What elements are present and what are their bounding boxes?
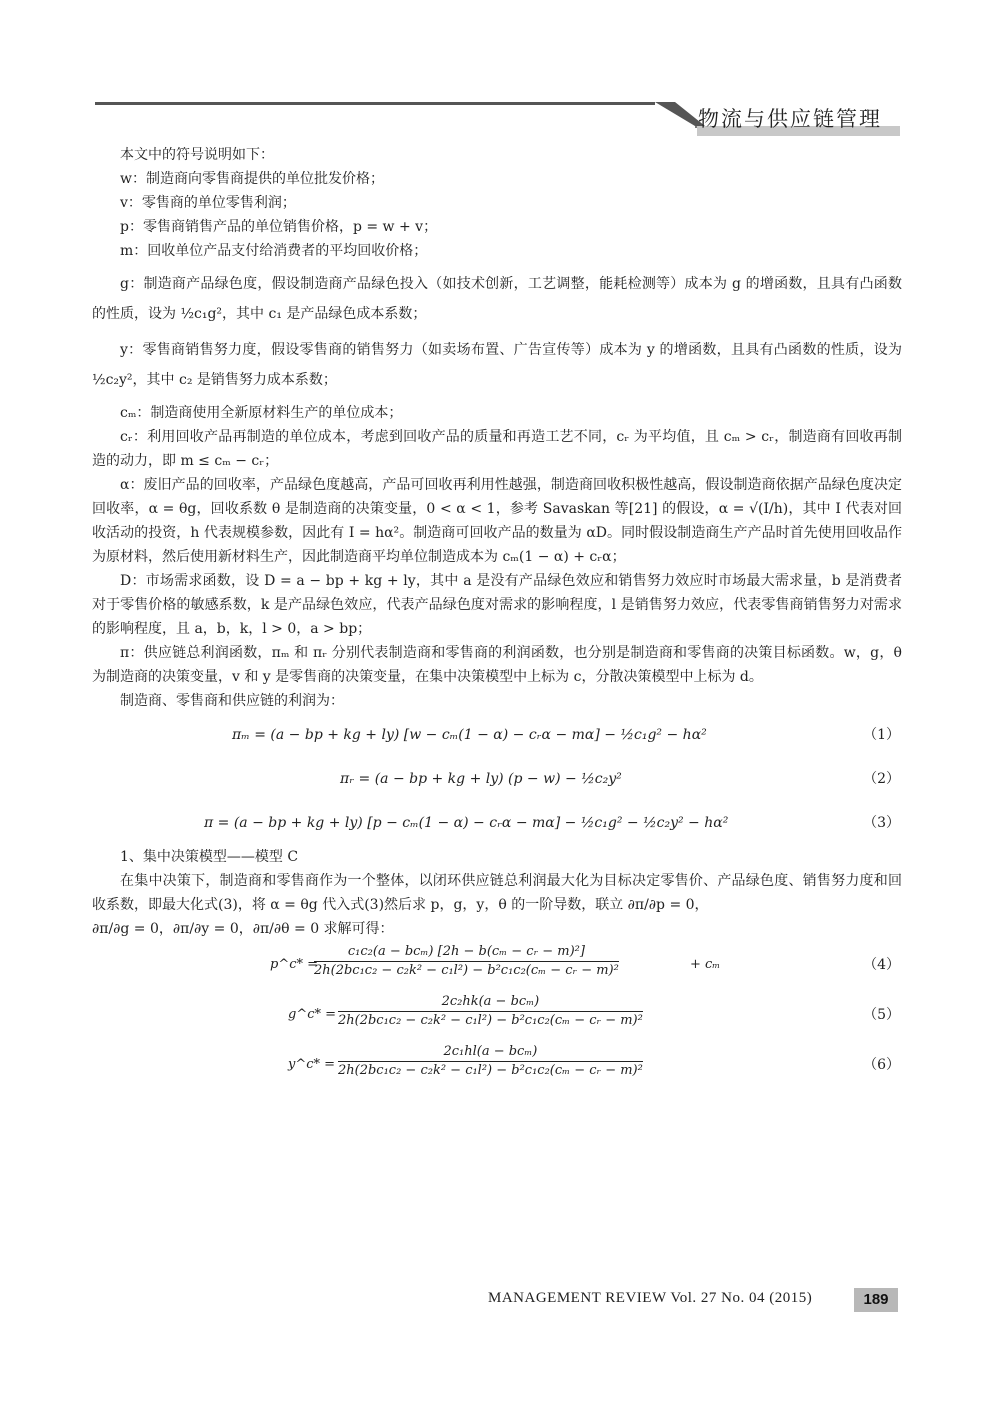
section-heading: 1、集中决策模型——模型 C (120, 849, 299, 865)
page-footer (488, 1288, 898, 1312)
solution-lhs: p^c* = (270, 957, 319, 972)
profit-intro: 制造商、零售商和供应链的利润为： (120, 693, 344, 709)
equation-expr: πₘ = (a − bp + kg + ly) [w − cₘ(1 − α) − cᵣα − mα] − ½c₁g² − hα² (232, 727, 707, 743)
solution-denominator: 2h(2bc₁c₂ − c₂k² − c₁l²) − b²c₁c₂(cₘ − cᵣ − m)² (338, 1013, 643, 1028)
symbol-v: v：零售商的单位零售利润； (120, 195, 296, 211)
solution-numerator: c₁c₂(a − bcₘ) [2h − b(cₘ − cᵣ − m)²] (314, 943, 619, 962)
solution-fraction (338, 1043, 643, 1080)
solution-numerator: 2c₂hk(a − bcₘ) (338, 993, 643, 1012)
solution-4 (92, 941, 902, 983)
solution-5 (92, 991, 902, 1033)
symbol-y: y：零售商销售努力度，假设零售商的销售努力（如卖场布置、广告宣传等）成本为 y 的增函数，且具有凸函数的性质，设为 ½c₂y²，其中 c₂ 是销售努力成本系数； (92, 342, 902, 388)
equation-number: （6） (863, 1057, 900, 1073)
solution-tail: + cₘ (690, 957, 721, 972)
solution-lhs: y^c* = (288, 1057, 336, 1072)
equation-1 (92, 713, 902, 757)
symbol-D: D：市场需求函数，设 D = a − bp + kg + ly，其中 a 是没有产品绿色效应和销售努力效应时市场最大需求量，b 是消费者对于零售价格的敏感系数，k 是产品绿色效应，代表产品绿色度对需求的影响程度，l 是销售努力效应，代表零售商销售努力对需求的影响程度，且 a，b，k，l > 0，a > bp； (92, 573, 902, 637)
model-c-text: 在集中决策下，制造商和零售商作为一个整体，以闭环供应链总利润最大化为目标决定零售价、产品绿色度、销售努力度和回收系数，即最大化式(3)，将 α = θg 代入式(3)然后求 p，g，y，θ 的一阶导数，联立 ∂π/∂p = 0， (92, 873, 902, 913)
equation-expr: πᵣ = (a − bp + kg + ly) (p − w) − ½c₂y² (340, 771, 622, 787)
paragraph-intro: 本文中的符号说明如下： (120, 147, 274, 163)
equation-3 (92, 801, 902, 845)
equation-expr: π = (a − bp + kg + ly) [p − cₘ(1 − α) − cᵣα − mα] − ½c₁g² − ½c₂y² − hα² (204, 815, 729, 831)
symbol-m: m：回收单位产品支付给消费者的平均回收价格； (120, 243, 428, 259)
page-number: 189 (854, 1288, 898, 1312)
model-c-conditions: ∂π/∂g = 0，∂π/∂y = 0，∂π/∂θ = 0 求解可得： (92, 921, 394, 937)
solution-6 (92, 1041, 902, 1083)
symbol-cm: cₘ：制造商使用全新原材料生产的单位成本； (120, 405, 403, 421)
equation-number: （2） (863, 771, 900, 787)
symbol-cr: cᵣ：利用回收产品再制造的单位成本，考虑到回收产品的质量和再造工艺不同，cᵣ 为平均值，且 cₘ > cᵣ，制造商有回收再制造的动力，即 m ≤ cₘ − cᵣ； (92, 429, 902, 469)
symbol-p: p：零售商销售产品的单位销售价格，p = w + v； (120, 219, 438, 235)
solution-fraction (338, 993, 643, 1030)
equation-number: （1） (863, 727, 900, 743)
symbol-alpha: α：废旧产品的回收率，产品绿色度越高，产品可回收再利用性越强，制造商回收积极性越高，假设制造商依据产品绿色度决定回收率，α = θg，回收系数 θ 是制造商的决策变量，0 < α < 1，参考 Savaskan 等[21] 的假设，α = √(I/h)，其中 I 代表对回收活动的投资，h 代表规模参数，因此有 I = hα²。制造商可回收产品的数量为 αD。同时假设制造商生产产品时首先使用回收品作为原材料，然后使用新材料生产，因此制造商平均单位制造成本为 cₘ(1 − α) + cᵣα； (92, 477, 902, 565)
solution-denominator: 2h(2bc₁c₂ − c₂k² − c₁l²) − b²c₁c₂(cₘ − cᵣ − m)² (338, 1063, 643, 1078)
symbol-pi: π：供应链总利润函数，πₘ 和 πᵣ 分别代表制造商和零售商的利润函数，也分别是制造商和零售商的决策目标函数。w，g，θ 为制造商的决策变量，v 和 y 是零售商的决策变量，在集中决策模型中上标为 c，分散决策模型中上标为 d。 (92, 645, 902, 685)
equation-number: （5） (863, 1007, 900, 1023)
equation-number: （3） (863, 815, 900, 831)
solution-fraction (314, 943, 619, 980)
symbol-w: w：制造商向零售商提供的单位批发价格； (120, 171, 384, 187)
symbol-g: g：制造商产品绿色度，假设制造商产品绿色投入（如技术创新，工艺调整，能耗检测等）成本为 g 的增函数，且具有凸函数的性质，设为 ½c₁g²，其中 c₁ 是产品绿色成本系数； (92, 276, 902, 322)
solution-lhs: g^c* = (288, 1007, 337, 1022)
article-body (92, 143, 902, 1083)
equation-number: （4） (863, 957, 900, 973)
equation-2 (92, 757, 902, 801)
solution-denominator: 2h(2bc₁c₂ − c₂k² − c₁l²) − b²c₁c₂(cₘ − cᵣ − m)² (314, 963, 619, 978)
section-title: 物流与供应链管理 (698, 107, 882, 131)
journal-citation: MANAGEMENT REVIEW Vol. 27 No. 04 (2015) (488, 1290, 813, 1306)
solution-numerator: 2c₁hl(a − bcₘ) (338, 1043, 643, 1062)
